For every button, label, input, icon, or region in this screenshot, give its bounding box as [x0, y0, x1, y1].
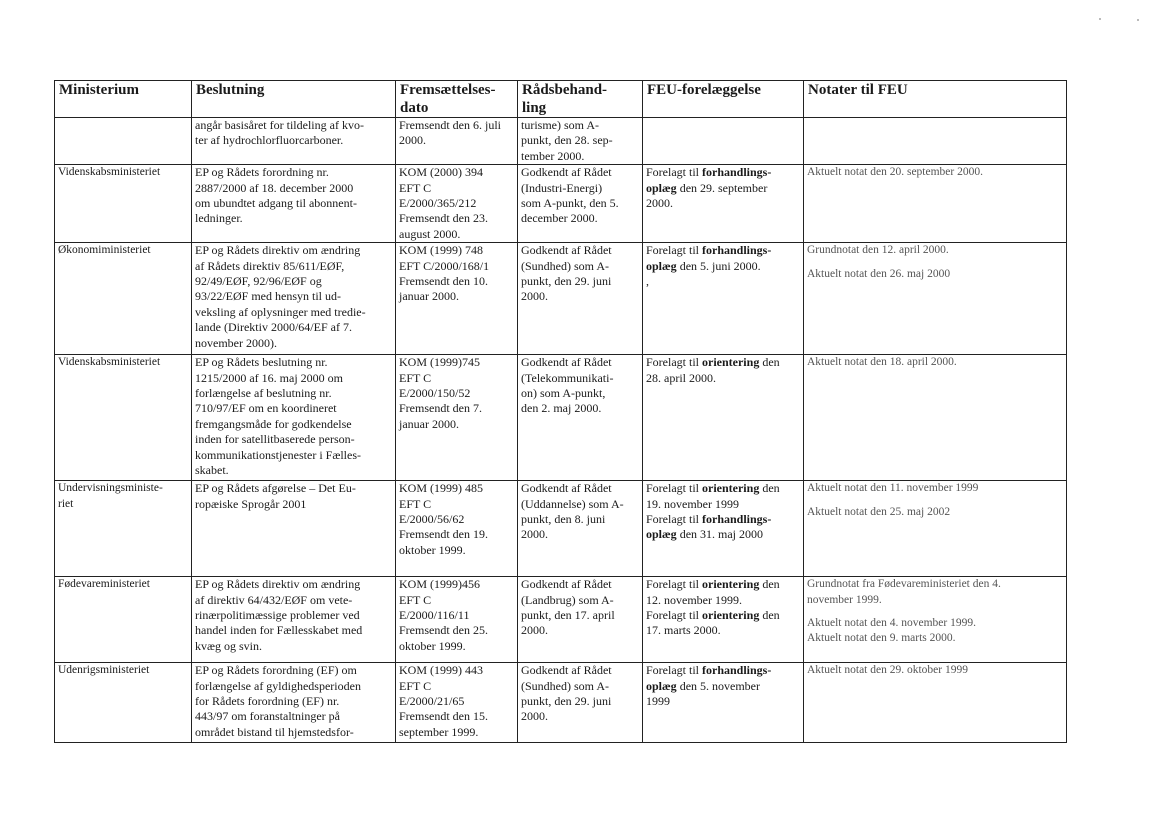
ministry-cell-line: Videnskabsministeriet	[58, 356, 161, 369]
decision-cell-line: 1215/2000 af 16. maj 2000 om	[195, 370, 343, 385]
decision-cell	[192, 118, 396, 165]
date-cell-line: Fremsendt den 19.	[399, 527, 488, 542]
date-cell-line: Fremsendt den 10.	[399, 274, 488, 289]
date-cell-line: E/2000/365/212	[399, 196, 477, 211]
date-cell-line: EFT C	[399, 592, 432, 607]
date-cell-line: E/2000/116/11	[399, 608, 470, 623]
council-cell-line: punkt, den 17. april	[521, 608, 615, 623]
notes-cell	[804, 165, 1067, 243]
date-cell	[396, 577, 518, 663]
notes-cell	[804, 663, 1067, 743]
decision-cell-line: for Rådets forordning (EF) nr.	[195, 694, 340, 709]
council-cell-line: Godkendt af Rådet	[521, 165, 612, 180]
date-cell	[396, 118, 518, 165]
table-row	[55, 243, 1067, 355]
col-header-beslutning: Beslutning	[192, 81, 396, 118]
council-cell-line: Godkendt af Rådet	[521, 663, 612, 678]
notes-cell-line: Aktuelt notat den 26. maj 2000	[807, 267, 951, 280]
decision-cell-line: 92/49/EØF, 92/96/EØF og	[195, 274, 322, 289]
notes-cell	[804, 481, 1067, 577]
scan-speck	[1099, 18, 1101, 20]
ministry-cell-line: Videnskabsministeriet	[58, 166, 161, 179]
council-cell	[518, 118, 643, 165]
decision-cell-line: ropæiske Sprogår 2001	[195, 496, 307, 511]
notes-cell	[804, 243, 1067, 355]
table-row	[55, 355, 1067, 481]
ministry-cell	[55, 355, 192, 481]
feu-cell	[643, 663, 804, 743]
council-cell	[518, 663, 643, 743]
decision-cell-line: af Rådets direktiv 85/611/EØF,	[195, 258, 345, 273]
scan-speck	[1137, 19, 1139, 21]
date-cell-line: KOM (1999) 485	[399, 481, 483, 496]
date-cell-line: EFT C	[399, 496, 432, 511]
decision-cell	[192, 243, 396, 355]
feu-cell-line: Forelagt til forhandlings-	[646, 663, 772, 678]
decision-cell	[192, 165, 396, 243]
feu-cell-line: 12. november 1999.	[646, 592, 742, 607]
feu-cell-line: Forelagt til forhandlings-	[646, 165, 772, 180]
notes-cell-line	[807, 259, 1063, 267]
decision-cell-line: EP og Rådets afgørelse – Det Eu-	[195, 481, 356, 496]
date-cell-line: E/2000/56/62	[399, 512, 465, 527]
feu-cell-line: ,	[646, 274, 649, 289]
notes-cell-line	[807, 608, 1063, 616]
notes-cell-line: Aktuelt notat den 29. oktober 1999	[807, 664, 968, 677]
decision-cell-line: EP og Rådets forordning (EF) om	[195, 663, 357, 678]
notes-cell-line: Grundnotat den 12. april 2000.	[807, 244, 949, 257]
decision-cell	[192, 663, 396, 743]
council-cell-line: den 2. maj 2000.	[521, 401, 602, 416]
decision-cell-line: 2887/2000 af 18. december 2000	[195, 180, 354, 195]
date-cell-line: E/2000/21/65	[399, 694, 465, 709]
council-cell	[518, 481, 643, 577]
feu-cell-line: oplæg den 31. maj 2000	[646, 527, 764, 542]
date-cell-line: KOM (1999) 443	[399, 663, 483, 678]
date-cell-line: august 2000.	[399, 226, 461, 241]
notes-cell-line: Aktuelt notat den 20. september 2000.	[807, 166, 983, 179]
decision-cell-line: ledninger.	[195, 211, 243, 226]
notes-cell-line: Aktuelt notat den 25. maj 2002	[807, 505, 951, 518]
council-cell-line: punkt, den 28. sep-	[521, 133, 613, 148]
decision-cell	[192, 481, 396, 577]
decision-cell-line: af direktiv 64/432/EØF om vete-	[195, 592, 353, 607]
ministry-cell-line: Økonomiministeriet	[58, 244, 151, 257]
feu-cell-line: Forelagt til orientering den	[646, 481, 780, 496]
decision-cell-line: skabet.	[195, 463, 229, 478]
date-cell-line: EFT C	[399, 678, 432, 693]
ministry-cell	[55, 663, 192, 743]
feu-cell	[643, 355, 804, 481]
notes-cell-line: Aktuelt notat den 11. november 1999	[807, 482, 979, 495]
date-cell-line: KOM (1999)456	[399, 577, 480, 592]
decision-cell-line: handel inden for Fællesskabet med	[195, 623, 363, 638]
col-header-ministerium: Ministerium	[55, 81, 192, 118]
decision-cell-line: 710/97/EF om en koordineret	[195, 401, 337, 416]
feu-cell-line: oplæg den 5. juni 2000.	[646, 258, 761, 273]
feu-cell-line: 17. marts 2000.	[646, 623, 721, 638]
council-cell-line: Godkendt af Rådet	[521, 577, 612, 592]
decision-cell-line: om ubundtet adgang til abonnent-	[195, 196, 357, 211]
decision-cell-line: forlængelse af beslutning nr.	[195, 386, 332, 401]
date-cell	[396, 355, 518, 481]
date-cell-line: EFT C/2000/168/1	[399, 258, 490, 273]
ministry-cell	[55, 118, 192, 165]
date-cell-line: Fremsendt den 23.	[399, 211, 488, 226]
decision-cell-line: november 2000).	[195, 335, 277, 350]
date-cell-line: E/2000/150/52	[399, 386, 471, 401]
ministry-cell-line: Fødevareministeriet	[58, 578, 150, 591]
date-cell	[396, 243, 518, 355]
council-cell-line: (Uddannelse) som A-	[521, 496, 624, 511]
council-cell-line: 2000.	[521, 709, 548, 724]
ministry-cell	[55, 243, 192, 355]
feu-cell	[643, 165, 804, 243]
council-cell-line: punkt, den 8. juni	[521, 512, 606, 527]
decision-cell-line: EP og Rådets beslutning nr.	[195, 355, 328, 370]
decision-cell-line: angår basisåret for tildeling af kvo-	[195, 118, 364, 132]
council-cell-line: Godkendt af Rådet	[521, 243, 612, 258]
feu-cell-line: 19. november 1999	[646, 496, 739, 511]
notes-cell-line: Aktuelt notat den 9. marts 2000.	[807, 632, 956, 645]
council-cell-line: december 2000.	[521, 211, 598, 226]
date-cell-line: EFT C	[399, 180, 432, 195]
notes-cell-line: Grundnotat fra Fødevareministeriet den 4.	[807, 578, 1001, 591]
council-cell-line: (Sundhed) som A-	[521, 258, 609, 273]
ministry-cell-line: Udenrigsministeriet	[58, 664, 150, 677]
feu-cell	[643, 243, 804, 355]
table-row	[55, 165, 1067, 243]
decision-cell-line: lande (Direktiv 2000/64/EF af 7.	[195, 320, 352, 335]
date-cell-line: Fremsendt den 7.	[399, 401, 482, 416]
decision-cell-line: EP og Rådets direktiv om ændring	[195, 577, 361, 592]
decision-cell-line: 93/22/EØF med hensyn til ud-	[195, 289, 341, 304]
council-cell-line: 2000.	[521, 289, 548, 304]
feu-cell	[643, 118, 804, 165]
date-cell	[396, 165, 518, 243]
ministry-cell-line: Undervisningsministe-	[58, 482, 163, 495]
decision-cell-line: forlængelse af gyldighedsperioden	[195, 678, 361, 693]
feu-cell-line: Forelagt til forhandlings-	[646, 512, 772, 527]
council-cell-line: (Landbrug) som A-	[521, 592, 614, 607]
council-cell-line: Godkendt af Rådet	[521, 355, 612, 370]
decision-cell	[192, 355, 396, 481]
table-body	[55, 118, 1067, 743]
decision-cell-line: rinærpolitimæssige problemer ved	[195, 608, 360, 623]
decision-cell-line: fremgangsmåde for godkendelse	[195, 416, 352, 431]
feu-cell-line: Forelagt til forhandlings-	[646, 243, 772, 258]
feu-cell-line: 28. april 2000.	[646, 370, 716, 385]
council-cell-line: turisme) som A-	[521, 118, 599, 132]
council-cell	[518, 355, 643, 481]
col-header-feu-foraeleggelse: FEU-forelæggelse	[643, 81, 804, 118]
notes-cell-line: Aktuelt notat den 18. april 2000.	[807, 356, 957, 369]
date-cell-line: Fremsendt den 25.	[399, 623, 488, 638]
date-cell-line: Fremsendt den 6. juli	[399, 118, 501, 132]
date-cell-line: oktober 1999.	[399, 542, 466, 557]
date-cell	[396, 663, 518, 743]
feu-cell-line: 1999	[646, 694, 670, 709]
col-header-raadsbehandling: Rådsbehand- ling	[518, 81, 643, 118]
date-cell-line: KOM (2000) 394	[399, 165, 483, 180]
council-cell-line: punkt, den 29. juni	[521, 274, 612, 289]
table-row	[55, 663, 1067, 743]
decision-cell-line: EP og Rådets forordning nr.	[195, 165, 329, 180]
council-cell-line: Godkendt af Rådet	[521, 481, 612, 496]
council-cell-line: 2000.	[521, 527, 548, 542]
header-row	[55, 81, 1067, 118]
table-row	[55, 481, 1067, 577]
council-cell-line: (Sundhed) som A-	[521, 678, 609, 693]
ministry-cell	[55, 481, 192, 577]
notes-cell	[804, 577, 1067, 663]
date-cell-line: 2000.	[399, 133, 426, 148]
table-row	[55, 118, 1067, 165]
feu-cell-line: 2000.	[646, 196, 673, 211]
date-cell	[396, 481, 518, 577]
notes-cell-line: Aktuelt notat den 4. november 1999.	[807, 617, 976, 630]
council-cell-line: tember 2000.	[521, 148, 585, 163]
decision-cell	[192, 577, 396, 663]
ministry-cell	[55, 577, 192, 663]
feu-cell	[643, 577, 804, 663]
col-header-fremsaettelsesdato: Fremsættelses- dato	[396, 81, 518, 118]
date-cell-line: Fremsendt den 15.	[399, 709, 488, 724]
council-cell-line: (Industri-Energi)	[521, 180, 603, 195]
ministry-cell	[55, 165, 192, 243]
notes-cell	[804, 355, 1067, 481]
council-cell-line: on) som A-punkt,	[521, 386, 606, 401]
date-cell-line: EFT C	[399, 370, 432, 385]
date-cell-line: september 1999.	[399, 724, 479, 739]
date-cell-line: KOM (1999)745	[399, 355, 480, 370]
date-cell-line: januar 2000.	[399, 416, 459, 431]
decision-cell-line: ter af hydrochlorfluorcarboner.	[195, 133, 344, 148]
date-cell-line: oktober 1999.	[399, 638, 466, 653]
feu-cell	[643, 481, 804, 577]
decision-cell-line: EP og Rådets direktiv om ændring	[195, 243, 361, 258]
council-cell	[518, 165, 643, 243]
decision-cell-line: 443/97 om foranstaltninger på	[195, 709, 340, 724]
decision-cell-line: veksling af oplysninger med tredie-	[195, 304, 366, 319]
feu-cell-line: Forelagt til orientering den	[646, 577, 780, 592]
council-cell-line: punkt, den 29. juni	[521, 694, 612, 709]
feu-cell-line: oplæg den 5. november	[646, 678, 760, 693]
notes-cell-line: november 1999.	[807, 593, 882, 606]
council-cell-line: som A-punkt, den 5.	[521, 196, 619, 211]
decision-cell-line: kvæg og svin.	[195, 638, 263, 653]
decision-cell-line: kommunikationstjenester i Fælles-	[195, 447, 361, 462]
date-cell-line: januar 2000.	[399, 289, 459, 304]
decision-cell-line: inden for satellitbaserede person-	[195, 432, 355, 447]
council-cell-line: (Telekommunikati-	[521, 370, 614, 385]
feu-cell-line: Forelagt til orientering den	[646, 355, 780, 370]
feu-cell-line: Forelagt til orientering den	[646, 608, 780, 623]
ministry-cell-line: riet	[58, 497, 74, 510]
col-header-notater: Notater til FEU	[804, 81, 1067, 118]
decisions-table	[54, 80, 1067, 743]
notes-cell	[804, 118, 1067, 165]
council-cell	[518, 243, 643, 355]
council-cell	[518, 577, 643, 663]
feu-cell-line: oplæg den 29. september	[646, 180, 768, 195]
date-cell-line: KOM (1999) 748	[399, 243, 483, 258]
notes-cell-line	[807, 497, 1063, 505]
decision-cell-line: området bistand til hjemstedsfor-	[195, 724, 354, 739]
table-row	[55, 577, 1067, 663]
council-cell-line: 2000.	[521, 623, 548, 638]
